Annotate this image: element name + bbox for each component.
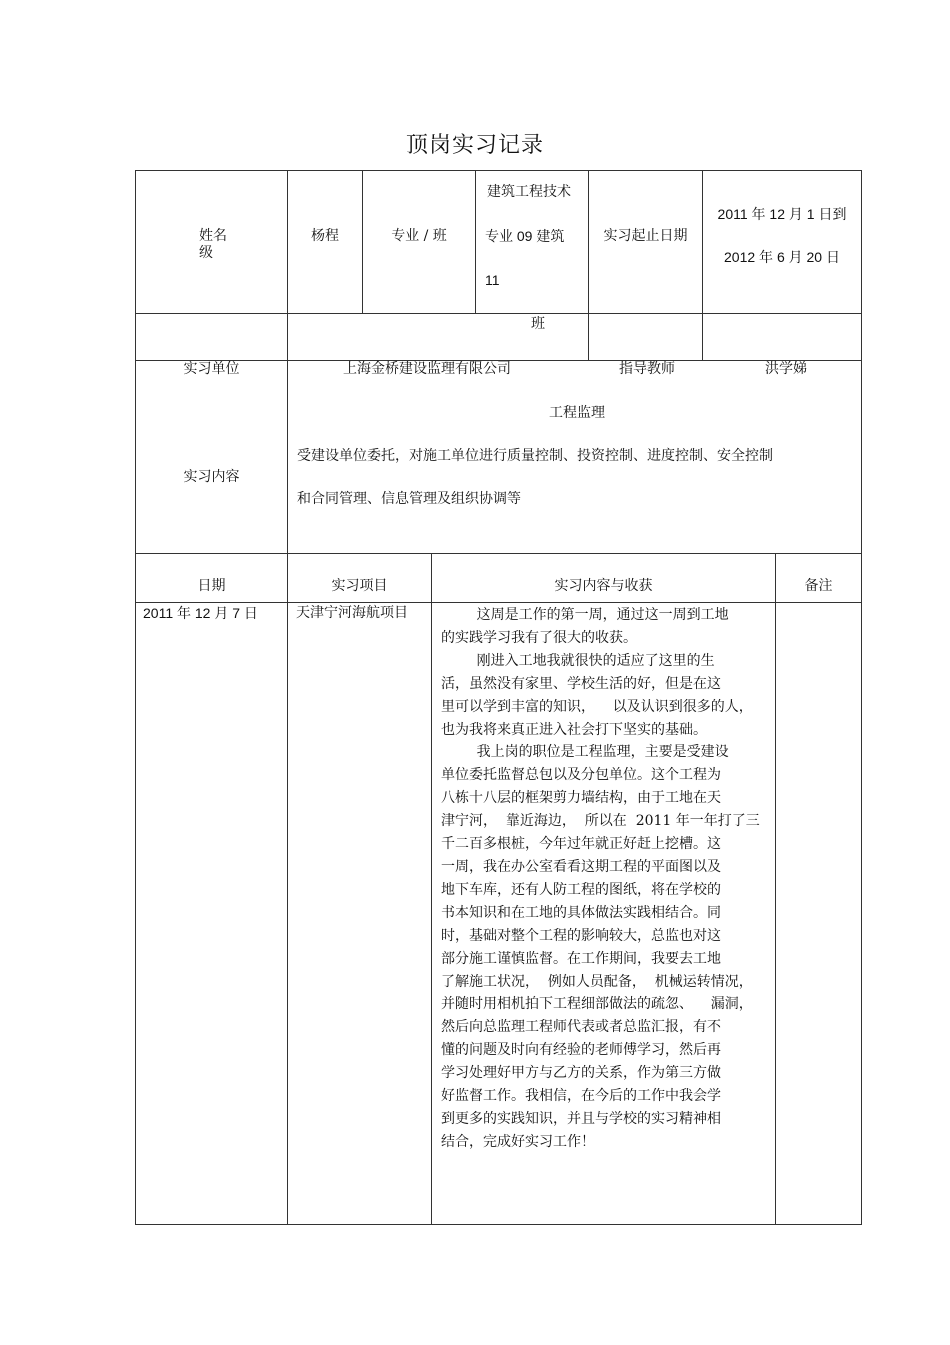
page-title: 顶岗实习记录	[405, 133, 544, 158]
col-divider	[475, 170, 476, 313]
content-label: 实习内容	[183, 469, 240, 485]
table-border-right	[861, 170, 862, 1225]
student-name: 杨程	[311, 228, 339, 244]
table-border-top	[135, 170, 862, 171]
column-header-remark: 备注	[804, 578, 833, 594]
table-border-left	[135, 170, 136, 1225]
teacher-value: 洪学娣	[765, 361, 807, 377]
content-line-2: 和合同管理、信息管理及组织协调等	[297, 491, 521, 507]
period-label: 实习起止日期	[603, 228, 688, 244]
major-line-1: 建筑工程技术	[487, 184, 571, 200]
row-divider	[135, 602, 862, 603]
column-header-content: 实习内容与收获	[554, 578, 653, 594]
teacher-label: 指导教师	[619, 361, 675, 377]
col-divider	[775, 553, 776, 1225]
column-header-date: 日期	[197, 578, 226, 594]
major-line-3: 11	[485, 272, 500, 288]
row-divider	[135, 553, 862, 554]
col-divider	[702, 170, 703, 360]
col-divider	[287, 170, 288, 1225]
content-line-1: 受建设单位委托，对施工单位进行质量控制、投资控制、进度控制、安全控制	[297, 448, 773, 464]
major-label: 专业 / 班	[391, 228, 447, 244]
unit-value: 上海金桥建设监理有限公司	[343, 361, 511, 377]
log-project: 天津宁河海航项目	[296, 605, 408, 621]
content-title: 工程监理	[549, 405, 605, 421]
table-border-bottom	[135, 1224, 862, 1225]
log-date: 2011 年 12 月 7 日	[143, 605, 258, 621]
unit-label: 实习单位	[183, 361, 240, 377]
period-end: 2012 年 6 月 20 日	[724, 249, 840, 265]
column-header-project: 实习项目	[331, 578, 388, 594]
log-content: 这周是工作的第一周，通过这一周到工地 的实践学习我有了很大的收获。 刚进入工地我就很快的适应了这里的生 活，虽然没有家里、学校生活的好，但是在这 里可以学到丰富的知识， 以及认识到很多的人， 也为我将来真正进入社会打下坚实的基础。 我上岗的职位是工程监理，主要是受建设 单位委托监督总包以及分包单位。这个工程为 八栋十八层的框架剪力墙结构，由于工地在天 津宁河， 靠近海边， 所以在 2011 年一年打了三 千二百多根桩，今年过年就正好赶上挖槽。这 一周，我在办公室看看这期工程的平面图以及 地下车库，还有人防工程的图纸，将在学校的 书本知识和在工地的具体做法实践相结合。同 时，基础对整个工程的影响较大，总监也对这 部分施工谨慎监督。在工作期间，我要去工地 了解施工状况， 例如人员配备， 机械运转情况， 并随时用相机拍下工程细部做法的疏忽、 漏洞， 然后向总监理工程师代表或者总监汇报，有不 懂的问题及时向有经验的老师傅学习，然后再 学习处理好甲方与乙方的关系，作为第三方做 好监督工作。我相信，在今后的工作中我会学 到更多的实践知识，并且与学校的实习精神相 结合，完成好实习工作！	[441, 607, 760, 1150]
name-label-suffix: 级	[199, 245, 213, 261]
name-label: 姓名	[199, 228, 227, 244]
row-divider	[135, 313, 862, 314]
major-line-4: 班	[531, 316, 545, 332]
period-start: 2011 年 12 月 1 日到	[717, 206, 847, 222]
major-line-2: 专业 09 建筑	[485, 228, 565, 244]
col-divider	[431, 553, 432, 1225]
